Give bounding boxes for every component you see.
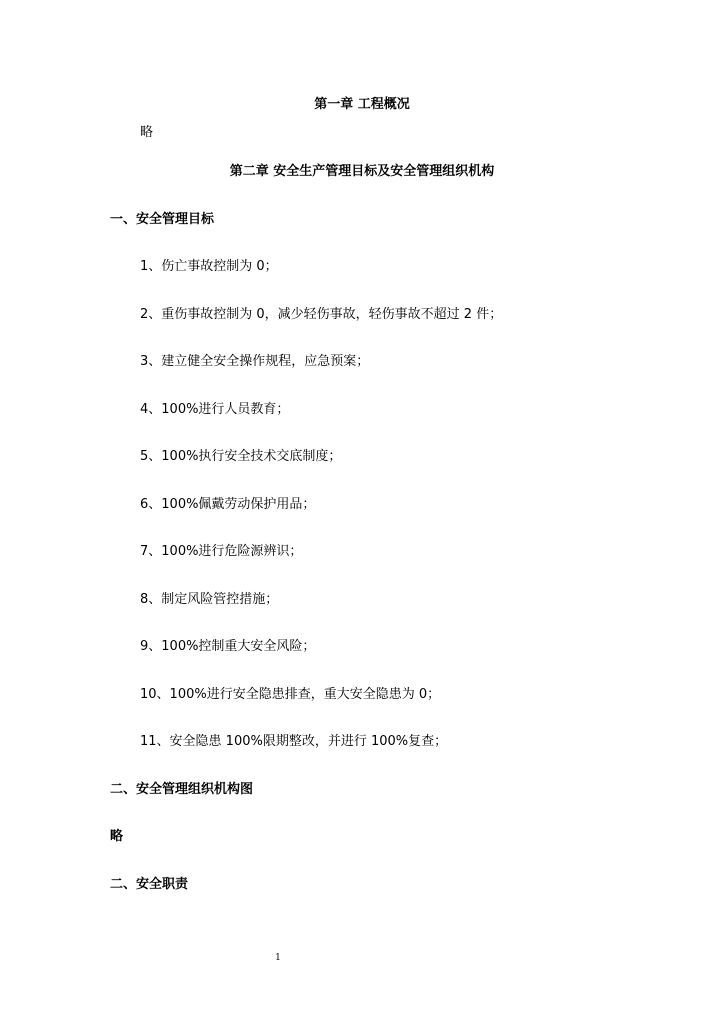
- goal-item: 3、建立健全安全操作规程，应急预案；: [140, 354, 370, 369]
- goal-item: 5、100%执行安全技术交底制度；: [140, 449, 342, 464]
- chapter-1-body: 略: [140, 125, 154, 140]
- section-1-heading: 一、安全管理目标: [110, 212, 215, 227]
- section-2-body: 略: [110, 829, 124, 844]
- page-number: 1: [275, 953, 281, 963]
- chapter-2-title: 第二章 安全生产管理目标及安全管理组织机构: [229, 164, 495, 179]
- goal-item: 1、伤亡事故控制为 0；: [140, 259, 278, 274]
- chapter-1-title: 第一章 工程概况: [314, 97, 410, 112]
- goal-item: 2、重伤事故控制为 0，减少轻伤事故，轻伤事故不超过 2 件；: [140, 307, 503, 322]
- section-2-heading: 二、安全管理组织机构图: [110, 782, 254, 797]
- goal-item: 8、制定风险管控措施；: [140, 592, 279, 607]
- goal-item: 4、100%进行人员教育；: [140, 402, 290, 417]
- goal-item: 6、100%佩戴劳动保护用品；: [140, 497, 316, 512]
- goal-item: 7、100%进行危险源辨识；: [140, 544, 303, 559]
- goal-item: 11、安全隐患 100%限期整改，并进行 100%复查；: [140, 734, 448, 749]
- goal-item: 10、100%进行安全隐患排查，重大安全隐患为 0；: [140, 687, 441, 702]
- goal-item: 9、100%控制重大安全风险；: [140, 639, 316, 654]
- section-3-heading: 二、安全职责: [110, 877, 189, 892]
